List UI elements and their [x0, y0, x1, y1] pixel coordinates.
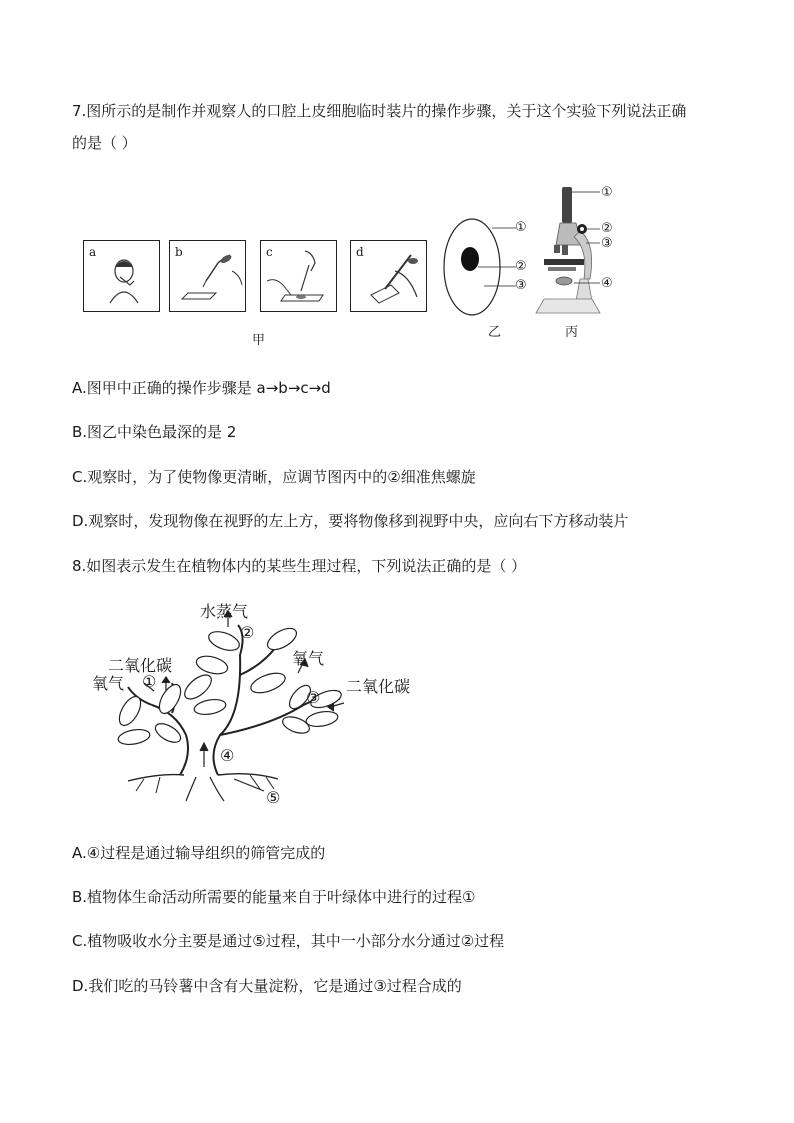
q8-option-c: C.植物吸收水分主要是通过⑤过程，其中一小部分水分通过②过程 — [72, 932, 505, 950]
panel-label: c — [266, 245, 273, 259]
microscope-marker-4: ④ — [601, 276, 613, 291]
coverslip-tweezers-icon — [351, 241, 426, 311]
q7-stem-line2: 的是（ ） — [72, 134, 137, 152]
marker-4: ④ — [220, 746, 235, 765]
q7-option-c: C.观察时，为了使物像更清晰，应调节图丙中的②细准焦螺旋 — [72, 468, 476, 486]
label-o2-left: 氧气 — [92, 674, 125, 693]
q7-stem-line1: 7.图所示的是制作并观察人的口腔上皮细胞临时装片的操作步骤，关于这个实验下列说法正确 — [72, 102, 687, 120]
cell-marker-3: ③ — [515, 278, 527, 293]
plant-diagram — [100, 595, 430, 810]
microscope-arm — [574, 231, 592, 279]
step-panel-d — [350, 240, 427, 312]
cell-marker-1: ① — [515, 220, 527, 235]
q8-option-d: D.我们吃的马铃薯中含有大量淀粉，它是通过③过程合成的 — [72, 977, 462, 995]
label-water-vapor: 水蒸气 — [200, 602, 249, 621]
toothpick-smear-icon — [261, 241, 336, 311]
label-co2-left: 二氧化碳 — [108, 656, 173, 675]
microscope-stage — [544, 259, 584, 265]
panel-label: d — [356, 245, 364, 259]
marker-2: ② — [240, 623, 255, 642]
microscope-marker-2: ② — [601, 221, 613, 236]
marker-1: ① — [142, 672, 157, 691]
figure-label-yi: 乙 — [488, 325, 502, 340]
panel-label: b — [175, 245, 183, 259]
figure-label-jia: 甲 — [252, 333, 266, 348]
step-panel-c — [260, 240, 337, 312]
marker-5: ⑤ — [266, 788, 281, 807]
microscope-marker-1: ① — [601, 185, 613, 200]
microscope-base — [536, 299, 600, 313]
mirror — [556, 277, 572, 285]
marker-3: ③ — [306, 688, 321, 707]
panel-label: a — [89, 245, 97, 259]
label-co2-right: 二氧化碳 — [346, 677, 411, 696]
person-wiping-mouth-icon — [84, 241, 159, 311]
microscope-marker-3: ③ — [601, 236, 613, 251]
figure-label-bing: 丙 — [565, 325, 579, 340]
microscope-icon — [530, 183, 610, 323]
cell-nucleus — [461, 247, 479, 271]
q7-option-a: A.图甲中正确的操作步骤是 a→b→c→d — [72, 379, 331, 397]
dropper-icon — [170, 241, 245, 311]
q8-option-a: A.④过程是通过输导组织的筛管完成的 — [72, 844, 326, 862]
eyepiece — [562, 187, 572, 223]
cell-marker-2: ② — [515, 259, 527, 274]
q8-option-b: B.植物体生命活动所需要的能量来自于叶绿体中进行的过程① — [72, 888, 476, 906]
step-panel-b — [169, 240, 246, 312]
q8-stem: 8.如图表示发生在植物体内的某些生理过程，下列说法正确的是（ ） — [72, 557, 527, 575]
label-o2-right: 氧气 — [292, 649, 325, 668]
step-panel-a — [83, 240, 160, 312]
q7-option-b: B.图乙中染色最深的是 2 — [72, 423, 237, 441]
q7-option-d: D.观察时，发现物像在视野的左上方，要将物像移到视野中央，应向右下方移动装片 — [72, 512, 629, 530]
